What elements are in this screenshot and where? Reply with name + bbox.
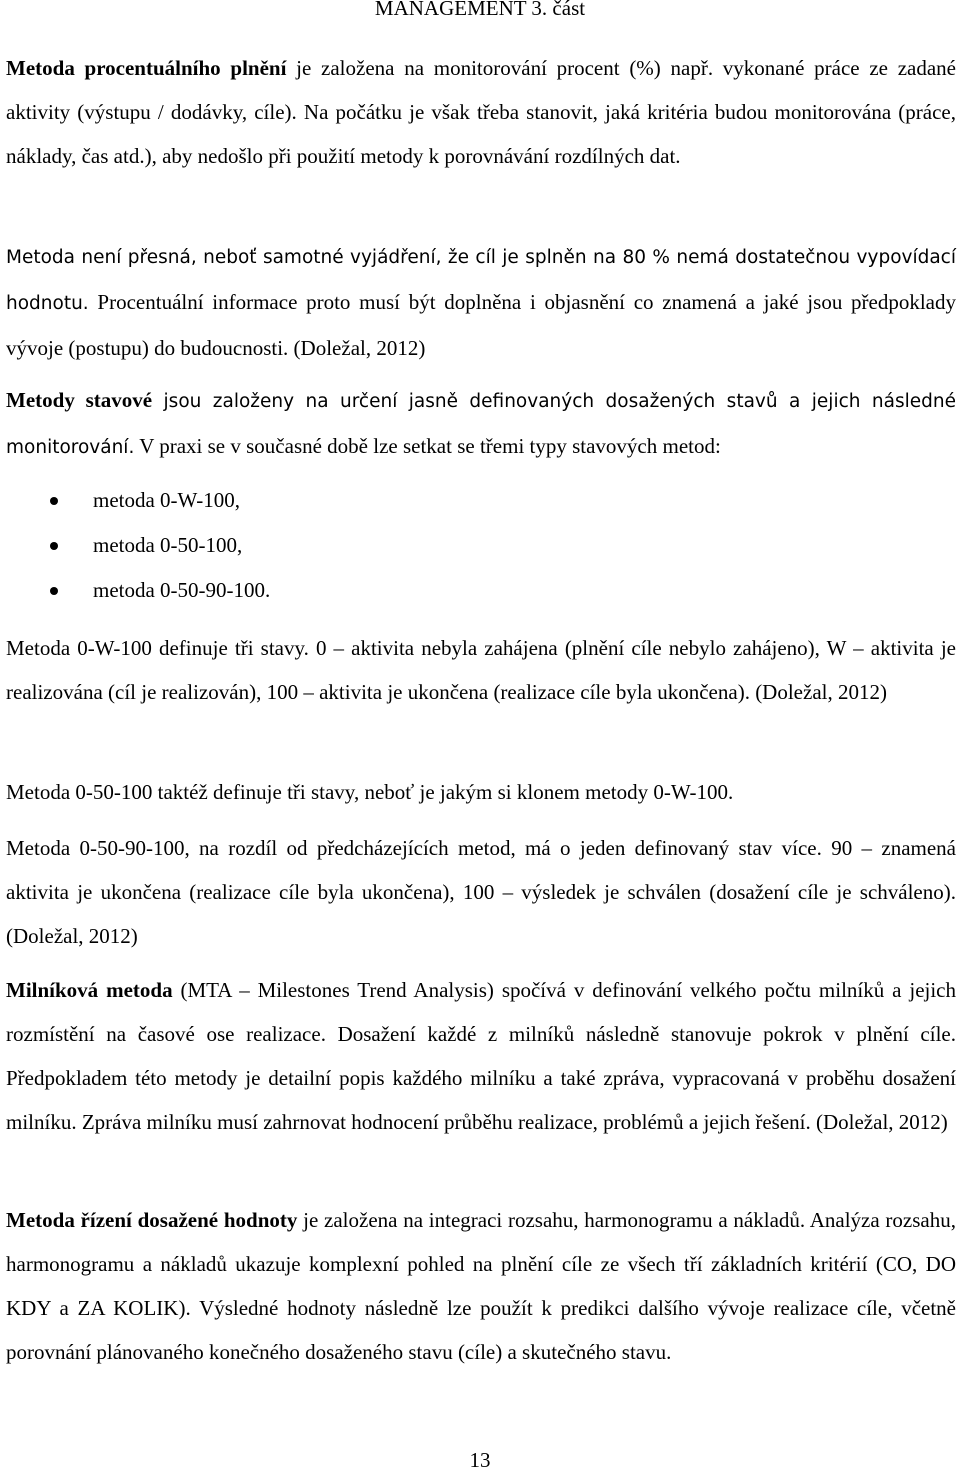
paragraph-percent-method bbox=[6, 46, 956, 178]
paragraph-0-w-100: Metoda 0-W-100 definuje tři stavy. 0 – aktivita nebyla zahájena (plnění cíle nebylo zahájeno), W – aktivita je realizována (cíl je realizován), 100 – aktivita je ukončena (realizace cíle byla ukončena). (Doležal, 2012) bbox=[6, 636, 956, 704]
paragraph-accuracy bbox=[6, 234, 956, 370]
term-percent-method: Metoda procentuálního plnění bbox=[6, 56, 287, 80]
paragraph-text-sans: jsou založeny na určení jasně definovaných dosažených stavů a jejich následné monitorování. bbox=[6, 391, 956, 458]
bullet-icon bbox=[50, 497, 58, 505]
list-item: metoda 0-W-100, bbox=[0, 478, 270, 523]
page-header: MANAGEMENT 3. část bbox=[374, 0, 586, 20]
paragraph-text: je založena na integraci rozsahu, harmonogramu a nákladů. Analýza rozsahu, harmonogramu a nákladů ukazuje komplexní pohled na plnění cíle ze všech tří základních kritérií (CO, DO KDY a ZA KOLIK). Výsledné hodnoty následně lze použít k predikci dalšího vývoje realizace cíle, včetně porovnání plánovaného konečného dosaženého stavu (cíle) a skutečného stavu. bbox=[6, 1208, 956, 1364]
paragraph-earned-value bbox=[6, 1198, 956, 1374]
paragraph-text: V praxi se v současné době lze setkat se třemi typy stavových metod: bbox=[134, 434, 721, 458]
term-state-methods: Metody stavové bbox=[6, 388, 153, 412]
list-item: metoda 0-50-100, bbox=[0, 523, 270, 568]
paragraph-milestone-method bbox=[6, 968, 956, 1144]
paragraph-text: Procentuální informace proto musí být doplněna i objasnění co znamená a jaké jsou předpoklady vývoje (postupu) do budoucnosti. (Doležal, 2012) bbox=[6, 290, 956, 360]
term-earned-value: Metoda řízení dosažené hodnoty bbox=[6, 1208, 298, 1232]
list-item: metoda 0-50-90-100. bbox=[0, 568, 270, 613]
paragraph-0-50-100: Metoda 0-50-100 taktéž definuje tři stavy, neboť je jakým si klonem metody 0-W-100. bbox=[6, 780, 734, 804]
bullet-icon bbox=[50, 587, 58, 595]
page-number: 13 bbox=[469, 1448, 491, 1472]
term-milestone-method: Milníková metoda bbox=[6, 978, 173, 1002]
paragraph-text: je založena na monitorování procent (%) např. vykonané práce ze zadané aktivity (výstupu / dodávky, cíle). Na počátku je však třeba stanovit, jaká kritéria budou monitorována (práce, náklady, čas atd.), aby nedošlo při použití metody k porovnávání rozdílných dat. bbox=[6, 56, 956, 168]
methods-bullet-list bbox=[0, 478, 270, 613]
paragraph-state-methods bbox=[6, 378, 956, 470]
bullet-icon bbox=[50, 542, 58, 550]
paragraph-0-50-90-100: Metoda 0-50-90-100, na rozdíl od předcházejících metod, má o jeden definovaný stav více. 90 – znamená aktivita je ukončena (realizace cíle byla ukončena), 100 – výsledek je schválen (dosažení cíle je schváleno). (Doležal, 2012) bbox=[6, 836, 956, 948]
paragraph-text: (MTA – Milestones Trend Analysis) spočívá v definování velkého počtu milníků a jejich rozmístění na časové ose realizace. Dosažení každé z milníků následně stanovuje pokrok v plnění cíle. Předpokladem této metody je detailní popis každého milníku a také zpráva, vypracovaná v proběhu dosažení milníku. Zpráva milníku musí zahrnovat hodnocení průběhu realizace, problémů a jejich řešení. (Doležal, 2012) bbox=[6, 978, 956, 1134]
paragraph-text-sans: Metoda není přesná, neboť samotné vyjádření, že cíl je splněn na 80 % nemá dostatečnou vypovídací hodnotu. bbox=[6, 247, 956, 314]
